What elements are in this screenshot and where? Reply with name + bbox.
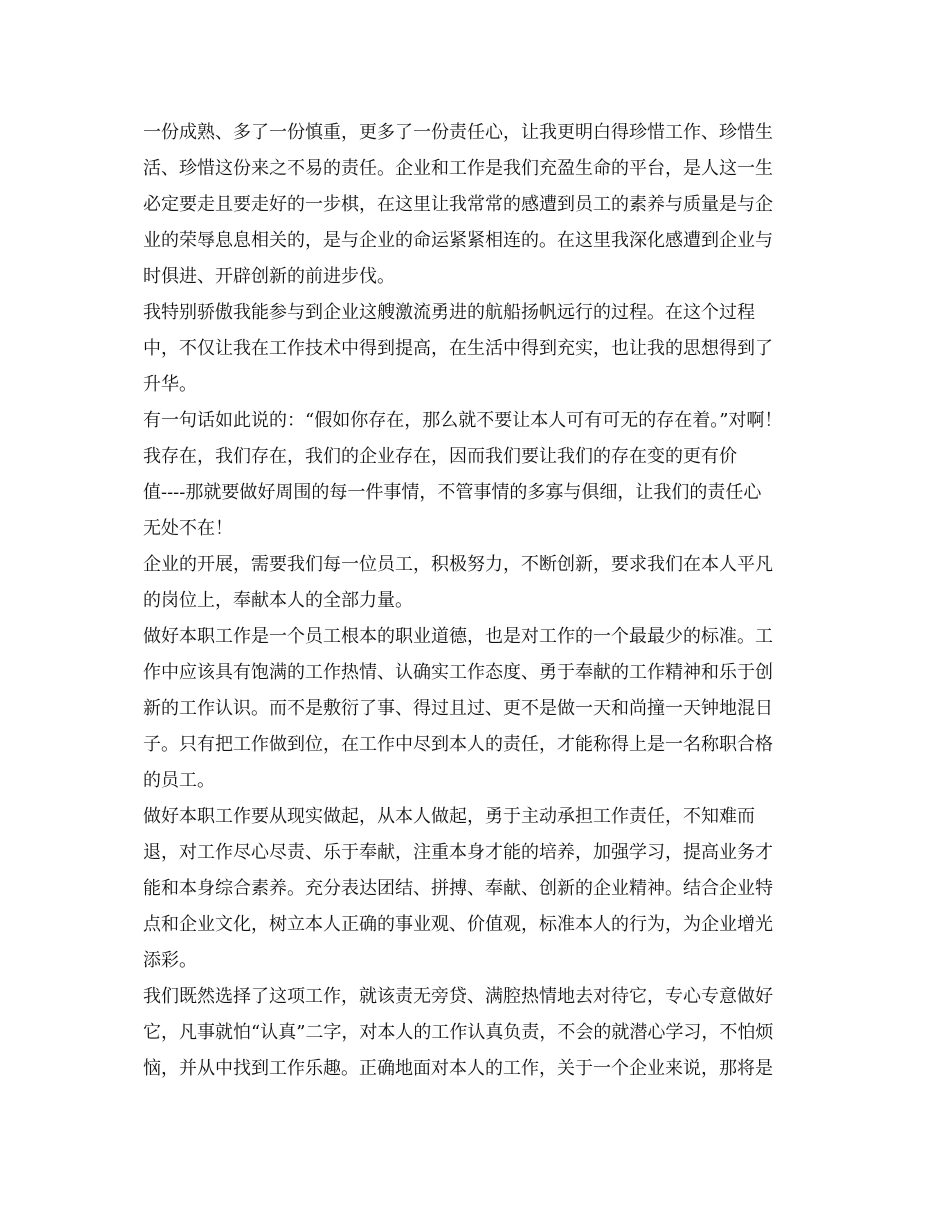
text-line: 我们既然选择了这项工作，就该责无旁贷、满腔热情地去对待它，专心专意做好: [143, 986, 773, 1007]
text-line: 一份成熟、多了一份慎重，更多了一份责任心，让我更明白得珍惜工作、珍惜生: [143, 122, 773, 143]
text-line: 做好本职工作要从现实做起，从本人做起，勇于主动承担工作责任，不知难而: [143, 806, 755, 827]
text-line: 无处不在！: [143, 518, 233, 539]
text-line: 它，凡事就怕“认真”二字，对本人的工作认真负责，不会的就潜心学习，不怕烦: [143, 1022, 774, 1043]
text-line: 我特别骄傲我能参与到企业这艘激流勇进的航船扬帆远行的过程。在这个过程: [143, 302, 755, 323]
text-line: 的岗位上，奉献本人的全部力量。: [143, 590, 413, 611]
text-line: 值----那就要做好周围的每一件事情，不管事情的多寡与俱细，让我们的责任心: [143, 482, 762, 503]
text-line: 恼，并从中找到工作乐趣。正确地面对本人的工作，关于一个企业来说，那将是: [143, 1058, 773, 1079]
text-line: 退，对工作尽心尽责、乐于奉献，注重本身才能的培养，加强学习，提高业务才: [143, 842, 773, 863]
text-line: 能和本身综合素养。充分表达团结、拼搏、奉献、创新的企业精神。结合企业特: [143, 878, 773, 899]
text-line: 新的工作认识。而不是敷衍了事、得过且过、更不是做一天和尚撞一天钟地混日: [143, 698, 773, 719]
text-line: 添彩。: [143, 950, 197, 971]
text-line: 必定要走且要走好的一步棋，在这里让我常常的感遭到员工的素养与质量是与企: [143, 194, 773, 215]
text-line: 升华。: [143, 374, 197, 395]
document-body: [143, 115, 807, 1087]
text-line: 有一句话如此说的：“假如你存在，那么就不要让本人可有可无的存在着。”对啊！: [143, 410, 783, 431]
text-line: 活、珍惜这份来之不易的责任。企业和工作是我们充盈生命的平台，是人这一生: [143, 158, 773, 179]
text-line: 企业的开展，需要我们每一位员工，积极努力，不断创新，要求我们在本人平凡: [143, 554, 773, 575]
text-line: 点和企业文化，树立本人正确的事业观、价值观，标准本人的行为，为企业增光: [143, 914, 773, 935]
text-line: 做好本职工作是一个员工根本的职业道德，也是对工作的一个最最少的标准。工: [143, 626, 773, 647]
text-line: 我存在，我们存在，我们的企业存在，因而我们要让我们的存在变的更有价: [143, 446, 737, 467]
text-line: 的员工。: [143, 770, 215, 791]
text-line: 作中应该具有饱满的工作热情、认确实工作态度、勇于奉献的工作精神和乐于创: [143, 662, 773, 683]
text-line: 时俱进、开辟创新的前进步伐。: [143, 266, 395, 287]
text-line: 子。只有把工作做到位，在工作中尽到本人的责任，才能称得上是一名称职合格: [143, 734, 773, 755]
text-line: 中，不仅让我在工作技术中得到提高，在生活中得到充实，也让我的思想得到了: [143, 338, 773, 359]
text-line: 业的荣辱息息相关的，是与企业的命运紧紧相连的。在这里我深化感遭到企业与: [143, 230, 773, 251]
